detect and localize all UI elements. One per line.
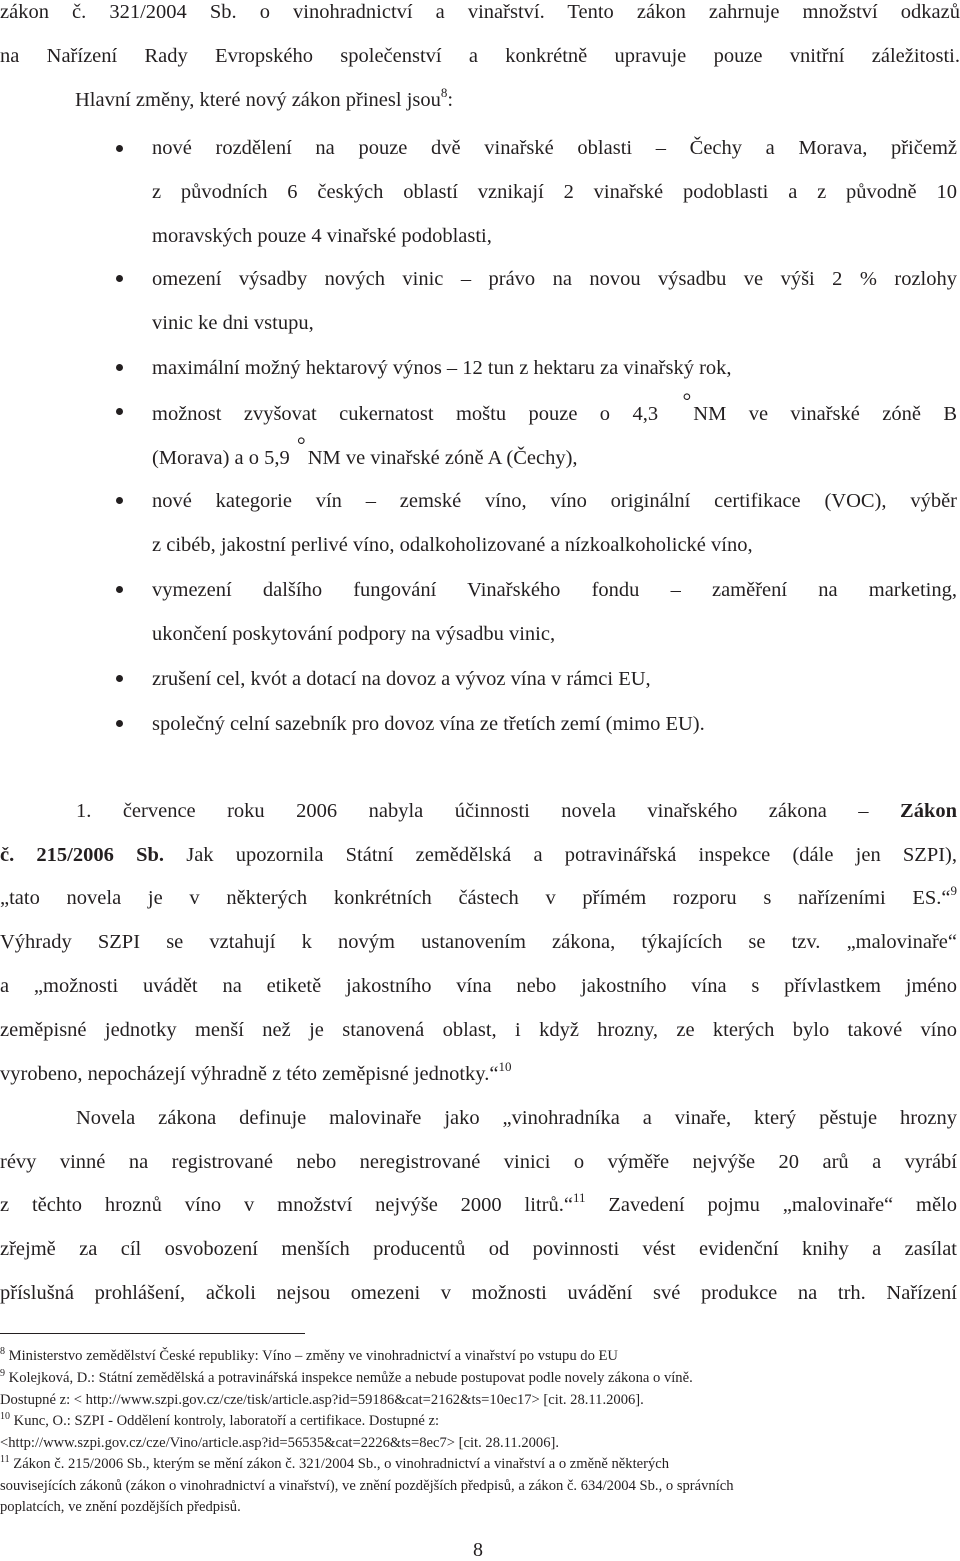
body-line: zákon č. 321/2004 Sb. o vinohradnictví a vinařství. Tento zákon zahrnuje množství odkazů <box>0 1 960 23</box>
list-item-line: z cibéb, jakostní perlivé víno, odalkoholizované a nízkoalkoholické víno, <box>152 534 753 556</box>
list-item-line: společný celní sazebník pro dovoz vína ze třetích zemí (mimo EU). <box>152 713 705 735</box>
bullet-icon <box>116 145 123 152</box>
list-item-line: nové rozdělení na pouze dvě vinařské oblasti – Čechy a Morava, přičemž <box>152 137 957 159</box>
footnote-ref[interactable]: 8 <box>440 85 448 100</box>
footnote-ref[interactable]: 9 <box>950 883 957 898</box>
footnote-ref[interactable]: 11 <box>572 1190 586 1205</box>
body-line: zřejmě za cíl osvobození menších producentů od povinnosti vést evidenční knihy a zasílat <box>0 1238 957 1260</box>
bullet-icon <box>116 720 123 727</box>
body-line: zeměpisné jednotky menší než je stanovená oblast, i když hrozny, ze kterých bylo takové víno <box>0 1019 957 1041</box>
body-line: vyrobeno, nepocházejí výhradně z této zeměpisné jednotky.“$^{10}$ <box>0 1059 512 1085</box>
bullet-icon <box>116 675 123 682</box>
body-line: révy vinné na registrované nebo neregistrované vinici o výměře nejvýše 20 arů a vyrábí <box>0 1151 957 1173</box>
list-item-line: vinic ke dni vstupu, <box>152 312 314 334</box>
footnote-10-link[interactable]: <http://www.szpi.gov.cz/cze/Vino/article.asp?id=56535&cat=2226&ts=8ec7> [cit. 28.11.2006]. <box>0 1435 560 1451</box>
footnote-ref[interactable]: 10 <box>498 1059 512 1074</box>
body-line: a „možnosti uvádět na etiketě jakostního vína nebo jakostního vína s přívlastkem jméno <box>0 975 957 997</box>
bullet-icon <box>116 497 123 504</box>
list-item-line: maximální možný hektarový výnos – 12 tun z hektaru za vinařský rok, <box>152 357 732 379</box>
bullet-icon <box>116 364 123 371</box>
footnote-9-link[interactable]: Dostupné z: < http://www.szpi.gov.cz/cze/tisk/article.asp?id=59186&cat=2162&ts=10ec17> [cit. 28.11.2006]. <box>0 1392 644 1408</box>
footnote-11: $^{11}$ Zákon č. 215/2006 Sb., kterým se mění zákon č. 321/2004 Sb., o vinohradnictví a vinařství a o změně některých <box>0 1454 670 1472</box>
footnote-11-cont: poplatcích, ve znění pozdějších předpisů. <box>0 1499 241 1515</box>
body-line: z těchto hroznů víno v množství nejvýše 2000 litrů.“$^{11}$ Zavedení pojmu „malovinaře“ mělo <box>0 1190 957 1216</box>
body-line: Výhrady SZPI se vztahují k novým ustanovením zákona, týkajících se tzv. „malovinaře“ <box>0 931 957 953</box>
footnote-8: $^8$ Ministerstvo zemědělství České republiky: Víno – změny ve vinohradnictví a vinařství po vstupu do EU <box>0 1346 618 1364</box>
footnote-9: $^9$ Kolejková, D.: Státní zemědělská a potravinářská inspekce nemůže a nebude postupovat podle novely zákona o víně. <box>0 1368 693 1386</box>
bullet-icon <box>116 275 123 282</box>
page-number: 8 <box>473 1539 483 1561</box>
body-line: na Nařízení Rady Evropského společenství a konkrétně upravuje pouze vnitřní záležitosti. <box>0 45 960 67</box>
body-line: „tato novela je v některých konkrétních částech v přímém rozporu s nařízeními ES.“$^9$ <box>0 883 957 909</box>
list-item-line: ukončení poskytování podpory na výsadbu vinic, <box>152 623 556 645</box>
footnote-11-cont: souvisejících zákonů (zákon o vinohradnictví a vinařství), ve znění pozdějších předpisů, a zákon č. 634/2004 Sb., o správních <box>0 1478 734 1494</box>
bullet-icon <box>116 586 123 593</box>
degree-symbol: ° <box>296 432 306 457</box>
list-item-line: moravských pouze 4 vinařské podoblasti, <box>152 225 492 247</box>
body-line: příslušná prohlášení, ačkoli nejsou omezeni v možnosti uvádění své produkce na trh. Nařízení <box>0 1282 957 1304</box>
bullet-icon <box>116 408 123 415</box>
list-item-line: vymezení dalšího fungování Vinařského fondu – zaměření na marketing, <box>152 579 957 601</box>
body-line: Novela zákona definuje malovinaře jako „vinohradníka a vinaře, který pěstuje hrozny <box>76 1107 957 1129</box>
list-item-line: zrušení cel, kvót a dotací na dovoz a vývoz vína v rámci EU, <box>152 668 651 690</box>
body-line: č. 215/2006 Sb. Jak upozornila Státní zemědělská a potravinářská inspekce (dále jen SZPI), <box>0 844 957 866</box>
body-line: Hlavní změny, které nový zákon přinesl jsou$^8$: <box>75 85 454 111</box>
list-item-line: nové kategorie vín – zemské víno, víno originální certifikace (VOC), výběr <box>152 490 957 512</box>
list-item-line: možnost zvyšovat cukernatost moštu pouze o 4,3 °NM ve vinařské zóně B <box>152 388 958 425</box>
list-item-line: (Morava) a o 5,9 °NM ve vinařské zóně A (Čechy), <box>152 432 578 469</box>
footnote-divider <box>0 1333 305 1334</box>
list-item-line: z původních 6 českých oblastí vznikají 2 vinařské podoblasti a z původně 10 <box>152 181 957 203</box>
body-line: 1. července roku 2006 nabyla účinnosti novela vinařského zákona – Zákon <box>76 800 958 822</box>
list-item-line: omezení výsadby nových vinic – právo na novou výsadbu ve výši 2 % rozlohy <box>152 268 957 290</box>
degree-symbol: ° <box>682 388 692 413</box>
footnote-10: $^{10}$ Kunc, O.: SZPI - Oddělení kontroly, laboratoří a certifikace. Dostupné z: <box>0 1411 440 1429</box>
